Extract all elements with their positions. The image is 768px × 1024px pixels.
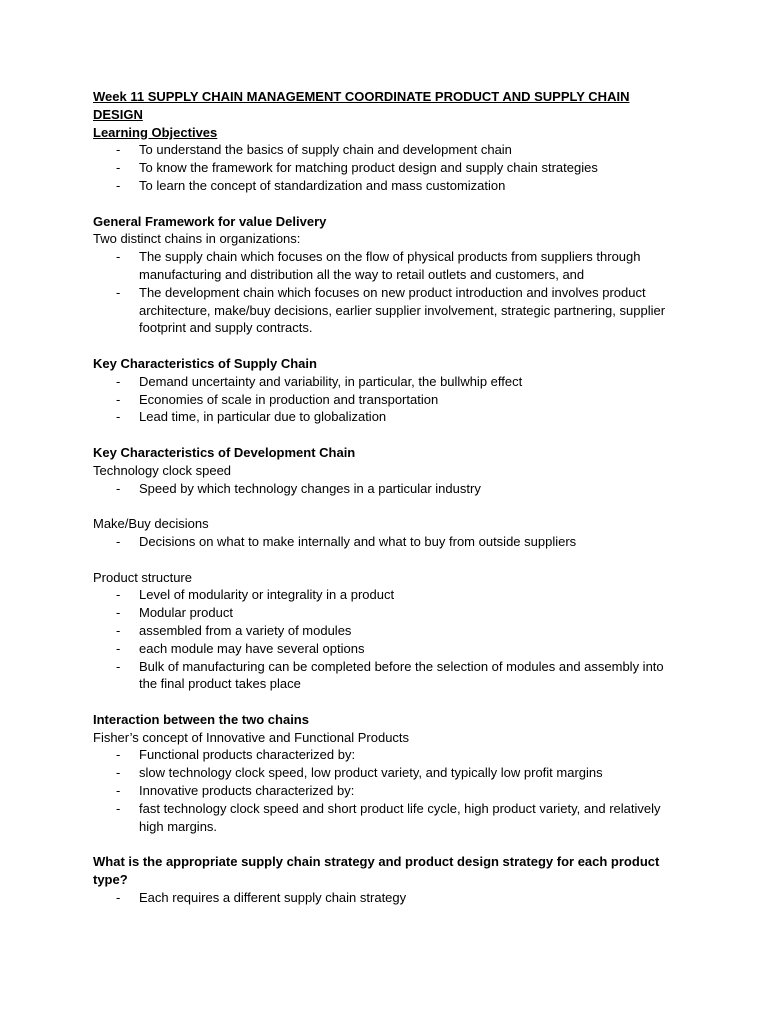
framework-heading: General Framework for value Delivery — [93, 213, 327, 229]
list-item: - Modular product — [93, 604, 673, 622]
list-item: - Demand uncertainty and variability, in particular, the bullwhip effect — [93, 373, 673, 391]
list-item: - Economies of scale in production and transportation — [93, 391, 673, 409]
list-item: - To know the framework for matching product design and supply chain strategies — [93, 159, 673, 177]
list-item: - The development chain which focuses on new product introduction and involves product architecture, make/buy decisions, earlier supplier involvement, strategic partnering, supplier footprint and supply contracts. — [93, 284, 673, 337]
product-structure-label: Product structure — [93, 569, 192, 585]
learning-objectives-list — [93, 141, 673, 194]
interaction-list — [93, 746, 673, 835]
list-item: - The supply chain which focuses on the flow of physical products from suppliers through manufacturing and distribution all the way to retail outlets and customers, and — [93, 248, 673, 284]
spacer — [93, 497, 673, 515]
interaction-heading: Interaction between the two chains — [93, 711, 309, 727]
make-buy-label: Make/Buy decisions — [93, 516, 209, 532]
list-item: - Level of modularity or integrality in a product — [93, 586, 673, 604]
list-item: - Bulk of manufacturing can be completed before the selection of modules and assembly into the final product takes place — [93, 658, 673, 694]
spacer — [93, 835, 673, 853]
list-item: - Each requires a different supply chain strategy — [93, 889, 673, 907]
framework-list — [93, 248, 673, 337]
spacer — [93, 426, 673, 444]
list-item: - To learn the concept of standardization and mass customization — [93, 177, 673, 195]
list-item: - Innovative products characterized by: — [93, 782, 673, 800]
question-list — [93, 889, 673, 907]
development-chain-heading: Key Characteristics of Development Chain — [93, 444, 356, 460]
list-item: - Decisions on what to make internally and what to buy from outside suppliers — [93, 533, 673, 551]
technology-clock-speed-label: Technology clock speed — [93, 462, 232, 478]
spacer — [93, 693, 673, 711]
list-item: - assembled from a variety of modules — [93, 622, 673, 640]
spacer — [93, 551, 673, 569]
list-item: - Speed by which technology changes in a particular industry — [93, 480, 673, 498]
technology-list — [93, 480, 673, 498]
list-item: - Lead time, in particular due to globalization — [93, 408, 673, 426]
spacer — [93, 337, 673, 355]
spacer — [93, 195, 673, 213]
list-item: - To understand the basics of supply chain and development chain — [93, 141, 673, 159]
document-body — [93, 88, 673, 907]
list-item: - fast technology clock speed and short product life cycle, high product variety, and relatively high margins. — [93, 800, 673, 836]
make-buy-list — [93, 533, 673, 551]
question-heading: What is the appropriate supply chain strategy and product design strategy for each product type? — [93, 854, 660, 888]
list-item: - each module may have several options — [93, 640, 673, 658]
supply-chain-list — [93, 373, 673, 426]
product-structure-list — [93, 586, 673, 693]
list-item: - slow technology clock speed, low product variety, and typically low profit margins — [93, 764, 673, 782]
list-item: - Functional products characterized by: — [93, 746, 673, 764]
document-title: Week 11 SUPPLY CHAIN MANAGEMENT COORDINATE PRODUCT AND SUPPLY CHAIN DESIGN — [93, 89, 630, 122]
supply-chain-heading: Key Characteristics of Supply Chain — [93, 355, 317, 371]
framework-intro: Two distinct chains in organizations: — [93, 231, 301, 247]
learning-objectives-heading: Learning Objectives — [93, 124, 218, 140]
interaction-intro: Fisher’s concept of Innovative and Functional Products — [93, 729, 410, 745]
